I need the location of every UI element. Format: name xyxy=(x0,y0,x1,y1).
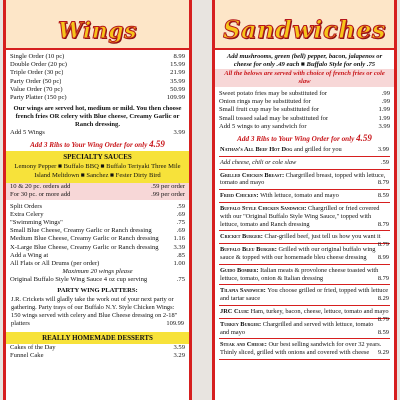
item-price: 1.16 xyxy=(173,235,185,243)
item-name: 10 & 20 pc. orders add xyxy=(10,183,71,191)
item-price: 15.99 xyxy=(170,61,185,69)
sandwich-item xyxy=(215,245,394,263)
item-name: Onion rings may be substituted for xyxy=(219,98,311,106)
sandwich-title: Buffalo Style Chicken Sandwich: xyxy=(220,205,308,212)
sandwich-addons-note: Add mushrooms, green (bell) pepper, bacon, jalapenos or cheese for only .49 each ■ Buffalo Style for only .75 xyxy=(226,53,383,68)
extra-item-row xyxy=(6,203,189,211)
sandwich-description: Italian meats & provolone cheese toasted with lettuce, tomato, onion & Italian dressing xyxy=(220,266,379,282)
wing-order-row xyxy=(6,94,189,102)
desserts-title: REALLY HOMEMADE DESSERTS xyxy=(6,332,189,344)
item-price: .75 xyxy=(176,219,185,227)
item-divider xyxy=(219,359,390,360)
sauce-price-row xyxy=(6,191,189,199)
sandwich-price: 3.99 xyxy=(377,146,389,154)
sandwich-title: JRC Club: xyxy=(220,307,251,315)
sandwich-title: Fried Chicken: xyxy=(220,192,261,200)
item-name: Small Blue Cheese, Creamy Garlic or Ranch dressing xyxy=(10,227,152,235)
item-divider xyxy=(219,318,390,319)
item-name: Small fruit cup may be substituted for xyxy=(219,106,319,114)
item-name: Party Order (50 pc) xyxy=(10,77,62,85)
item-divider xyxy=(219,156,390,157)
item-name: Value Order (70 pc) xyxy=(10,85,63,93)
sandwich-description: Chargrilled or fried covered with our "Original Buffalo Style Wing Sauce," topped with lettuce, tomato and Ranch dressing xyxy=(220,205,380,228)
party-platters-text: J.R. Crickets will gladly take the work out of your next party or gathering. Party trays of our Buffalo N.Y. Style Chicken Wings: 150 wings served with celery and Blue Cheese dressing on 2-18" platters 109.99 xyxy=(11,296,184,327)
sandwich-price: .59 xyxy=(381,158,389,166)
item-price: .99 per order xyxy=(151,191,185,199)
item-price: 3.59 xyxy=(173,343,185,351)
dessert-row xyxy=(6,352,189,360)
item-divider xyxy=(219,264,390,265)
sandwich-price: 8.79 xyxy=(377,241,389,249)
item-price: .69 xyxy=(176,210,185,218)
item-divider xyxy=(219,189,390,190)
sandwich-item xyxy=(215,204,394,229)
sandwich-description: You choose grilled or fried, topped with lettuce and tartar sauce xyxy=(220,287,389,303)
item-divider xyxy=(219,338,390,339)
sandwich-title: Steak and Cheese: xyxy=(220,341,269,349)
sandwich-description: Our best selling sandwich for over 32 years. Thinly sliced, grilled with onions and covered with cheese xyxy=(220,341,382,357)
item-name: For 30 pc. or more add xyxy=(10,191,71,199)
wing-order-row xyxy=(6,53,189,61)
sandwich-price: 8.79 xyxy=(377,179,389,187)
sandwich-title: Turkey Burger: xyxy=(220,320,263,328)
add-ribs-offer: Add 3 Ribs to Your Wing Order for only 4.59 xyxy=(30,139,165,150)
desserts-list xyxy=(6,344,189,360)
substitution-row xyxy=(215,90,394,98)
sandwich-price: 8.99 xyxy=(377,253,389,261)
item-price: .85 xyxy=(176,251,185,259)
sandwich-item xyxy=(215,266,394,284)
sandwich-item xyxy=(215,307,394,323)
item-divider xyxy=(219,284,390,285)
sandwiches-logo: Sandwiches xyxy=(223,15,386,44)
item-name: Split Orders xyxy=(10,202,43,210)
specialty-sauces-box xyxy=(6,151,189,183)
sandwich-price: 8.79 xyxy=(377,315,389,323)
item-price: 1.99 xyxy=(378,106,390,114)
wings-price-list xyxy=(6,53,189,102)
sandwich-item xyxy=(215,320,394,338)
item-price: .59 per order xyxy=(151,183,185,191)
item-name: X-Large Blue Cheese, Creamy Garlic or Ranch dressing xyxy=(10,243,159,251)
sandwich-description: Grilled with our original buffalo wing sauce & topped with our homemade bleu cheese dressing xyxy=(220,246,376,261)
extra-item-row xyxy=(6,235,189,243)
item-price: .99 xyxy=(381,90,390,97)
substitution-row xyxy=(215,98,394,106)
item-price: .59 xyxy=(176,202,185,210)
sandwich-title: Nathan's All Beef Hot Dog xyxy=(220,146,294,154)
item-name: Double Order (20 pc) xyxy=(10,61,67,69)
item-name: Cakes of the Day xyxy=(10,343,56,351)
item-price: 21.99 xyxy=(170,69,185,77)
sandwich-description: and grilled for you xyxy=(293,146,342,154)
wing-order-row xyxy=(6,86,189,94)
item-price: 3.99 xyxy=(378,122,390,130)
sandwich-title: Grilled Chicken Breast: xyxy=(220,171,286,179)
sandwich-description: Chargrilled and served with lettuce, tomato and mayo xyxy=(220,320,374,336)
item-price: 109.99 xyxy=(166,94,185,102)
sandwich-description: Add cheese, chili or cole slaw xyxy=(220,158,297,166)
sandwich-price: 8.79 xyxy=(377,220,389,228)
item-divider xyxy=(219,202,390,203)
sauce-price-row xyxy=(6,183,189,191)
sandwich-item xyxy=(215,171,394,189)
item-name: Extra Celery xyxy=(10,210,44,218)
sandwich-description: Chargrilled breast, topped with lettuce, tomato and mayo xyxy=(220,171,386,187)
sandwich-item xyxy=(215,191,394,201)
extra-item-row xyxy=(6,219,189,227)
extra-item-row xyxy=(6,260,189,268)
wings-menu-column xyxy=(3,0,192,400)
sandwich-price: 8.59 xyxy=(377,328,389,336)
specialty-sauces-title: SPECIALTY SAUCES xyxy=(63,153,132,162)
extra-item-row xyxy=(6,244,189,252)
item-price: 35.99 xyxy=(170,77,185,85)
wing-maximum-note: Maximum 20 wings please xyxy=(62,268,133,276)
sandwich-title: Tilapia Sandwich: xyxy=(220,287,268,295)
sandwich-item xyxy=(215,232,394,249)
item-price: 50.99 xyxy=(170,85,185,93)
sandwich-title: Cricket Burger: xyxy=(220,233,265,241)
sandwich-item xyxy=(215,286,394,304)
add-wings-row: Add 5 Wings 3.99 xyxy=(10,129,185,137)
item-price: .69 xyxy=(176,227,185,235)
sandwich-price: 8.29 xyxy=(377,295,389,303)
item-divider xyxy=(219,305,390,306)
item-price: 1.00 xyxy=(173,260,185,268)
item-price: 3.39 xyxy=(173,243,185,251)
original-buffalo-row: Original Buffalo Style Wing Sauce 4 oz cup serving .75 xyxy=(10,276,185,284)
item-name: Add a Wing at xyxy=(10,251,49,259)
item-name: Single Order (10 pc) xyxy=(10,53,65,60)
item-name: All Flats or All Drums (per order) xyxy=(10,260,100,268)
sandwich-item xyxy=(215,158,394,168)
sandwich-items-list xyxy=(215,145,394,360)
item-price: .99 xyxy=(381,98,390,106)
item-divider xyxy=(219,230,390,231)
sandwich-sides-note: All the belows are served with choice of french fries or cole slaw xyxy=(215,69,394,87)
extras-list xyxy=(6,203,189,269)
substitution-row xyxy=(215,115,394,123)
item-name: Sweet potato fries may be substituted for xyxy=(219,90,328,97)
wing-order-row xyxy=(6,61,189,69)
specialty-sauces-list: Lemony Pepper ■ Buffalo BBQ ■ Buffalo Teriyaki Three Mile Island Meltdown ■ Sanchez ■ Fester Dirty Bird xyxy=(14,163,181,179)
item-name: Medium Blue Cheese, Creamy Garlic or Ranch dressing xyxy=(10,235,159,243)
item-name: Small tossed salad may be substituted for xyxy=(219,114,329,122)
item-name: Funnel Cake xyxy=(10,351,44,359)
item-name: "Swimming Wings" xyxy=(10,219,63,227)
item-name: Triple Order (30 pc) xyxy=(10,69,64,77)
wing-order-row xyxy=(6,69,189,77)
wings-banner xyxy=(6,0,189,50)
wings-note: Our wings are served hot, medium or mild. You then choose french fries OR celery with Blue cheese, Creamy Garlic or Ranch dressing. xyxy=(13,105,182,129)
item-name: Party Platter (150 pc) xyxy=(10,94,67,102)
sandwich-item xyxy=(215,145,394,155)
item-divider xyxy=(219,169,390,170)
sandwich-price: 8.59 xyxy=(377,192,389,200)
sandwich-item xyxy=(215,340,394,358)
add-ribs-offer-sandwich: Add 3 Ribs to Your Wing Order for only 4.59 xyxy=(237,133,372,144)
sandwiches-banner xyxy=(215,0,394,50)
extra-item-row xyxy=(6,211,189,219)
sandwich-description: Ham, turkey, bacon, cheese, lettuce, tomato and mayo xyxy=(250,307,389,315)
item-price: 8.99 xyxy=(173,53,185,60)
wings-logo: Wings xyxy=(58,18,137,44)
wing-order-row xyxy=(6,78,189,86)
item-price: 1.99 xyxy=(378,114,390,122)
party-platters-title: PARTY WING PLATTERS: xyxy=(57,287,138,295)
extra-item-row xyxy=(6,252,189,260)
sandwich-description: With lettuce, tomato and mayo xyxy=(260,192,339,200)
sandwiches-menu-column xyxy=(212,0,397,400)
substitution-row xyxy=(215,106,394,114)
item-name: Add 5 wings to any sandwich for xyxy=(219,122,307,130)
dessert-row xyxy=(6,344,189,352)
sandwich-title: Buffalo Bleu Burger: xyxy=(220,246,279,254)
sandwich-price: 9.29 xyxy=(377,349,389,357)
sandwich-title: Guido Bomber: xyxy=(220,266,261,274)
substitution-row xyxy=(215,123,394,131)
item-price: 3.29 xyxy=(173,351,185,359)
sandwich-description: Char-grilled beef, just tell us how you want it xyxy=(264,233,381,241)
extra-item-row xyxy=(6,227,189,235)
sauce-price-list xyxy=(6,183,189,199)
item-divider xyxy=(219,243,390,244)
substitutions-list xyxy=(215,90,394,131)
sandwich-price: 8.79 xyxy=(377,274,389,282)
